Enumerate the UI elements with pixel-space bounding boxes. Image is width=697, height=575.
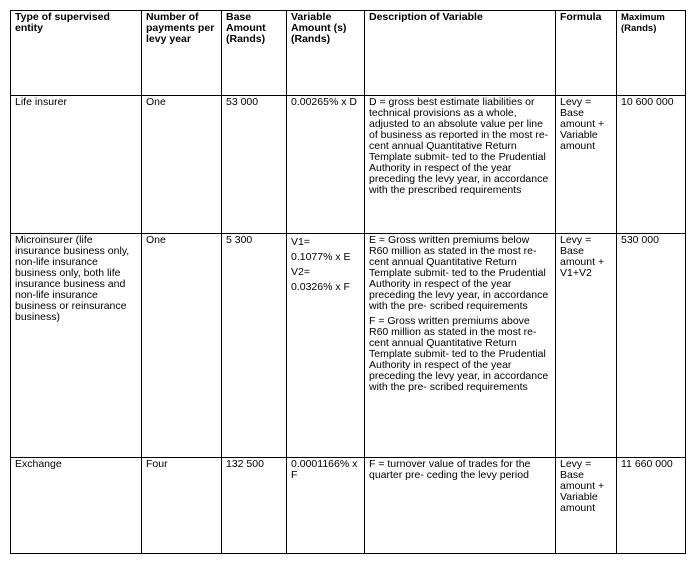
variable-line: 0.1077% x E [291, 251, 351, 263]
maximum-cell: 10 600 000 [617, 96, 686, 234]
header-formula: Formula [556, 11, 617, 96]
variable-line: 0.0326% x F [291, 281, 350, 293]
header-base-amount: Base Amount (Rands) [222, 11, 287, 96]
entity-cell: Microinsurer (life insurance business only, non-life insurance business only, both life insurance business and non-life insurance business or reinsurance business) [11, 234, 142, 458]
description-paragraph: F = turnover value of trades for the quarter pre- ceding the levy period [369, 458, 531, 481]
variable-line: V1= [291, 236, 310, 248]
base-amount-cell: 5 300 [222, 234, 287, 458]
header-maximum: Maximum (Rands) [617, 11, 686, 96]
formula-cell: Levy = Base amount + Variable amount [556, 458, 617, 554]
header-variable-amount: Variable Amount (s) (Rands) [287, 11, 365, 96]
description-cell [365, 96, 556, 234]
table-row [11, 458, 686, 554]
description-paragraph: D = gross best estimate liabilities or technical provisions as a whole, adjusted to an absolute value per line of business as reported in the most re- cent annual Quantitative Return Template submit- ted to the Prudential Authority in respect of the year preceding the levy year, in accordance with the prescribed requirements [369, 96, 549, 196]
description-cell [365, 458, 556, 554]
header-type-of-entity: Type of supervised entity [11, 11, 142, 96]
maximum-cell: 11 660 000 [617, 458, 686, 554]
maximum-cell: 530 000 [617, 234, 686, 458]
variable-amount-cell [287, 234, 365, 458]
description-cell [365, 234, 556, 458]
entity-cell: Life insurer [11, 96, 142, 234]
payments-cell: One [142, 234, 222, 458]
variable-line: V2= [291, 266, 310, 278]
table-header-row [11, 11, 686, 96]
table-row [11, 96, 686, 234]
description-paragraph: F = Gross written premiums above R60 million as stated in the most re- cent annual Quantitative Return Template submit- ted to the Prudential Authority in respect of the year preceding the levy year, in accordance with the pre- scribed requirements [369, 315, 549, 393]
header-number-of-payments: Number of payments per levy year [142, 11, 222, 96]
variable-line: 0.0001166% x F [291, 458, 358, 481]
table-row [11, 234, 686, 458]
formula-cell: Levy = Base amount + Variable amount [556, 96, 617, 234]
header-description-of-variable: Description of Variable [365, 11, 556, 96]
base-amount-cell: 53 000 [222, 96, 287, 234]
payments-cell: One [142, 96, 222, 234]
base-amount-cell: 132 500 [222, 458, 287, 554]
variable-amount-cell [287, 96, 365, 234]
variable-amount-cell [287, 458, 365, 554]
description-paragraph: E = Gross written premiums below R60 million as stated in the most re- cent annual Quantitative Return Template submit- ted to the Prudential Authority in respect of the year preceding the levy year, in accordance with the pre- scribed requirements [369, 234, 549, 312]
variable-line: 0.00265% x D [291, 96, 357, 108]
payments-cell: Four [142, 458, 222, 554]
levy-table [10, 10, 686, 554]
entity-cell: Exchange [11, 458, 142, 554]
formula-cell: Levy = Base amount + V1+V2 [556, 234, 617, 458]
